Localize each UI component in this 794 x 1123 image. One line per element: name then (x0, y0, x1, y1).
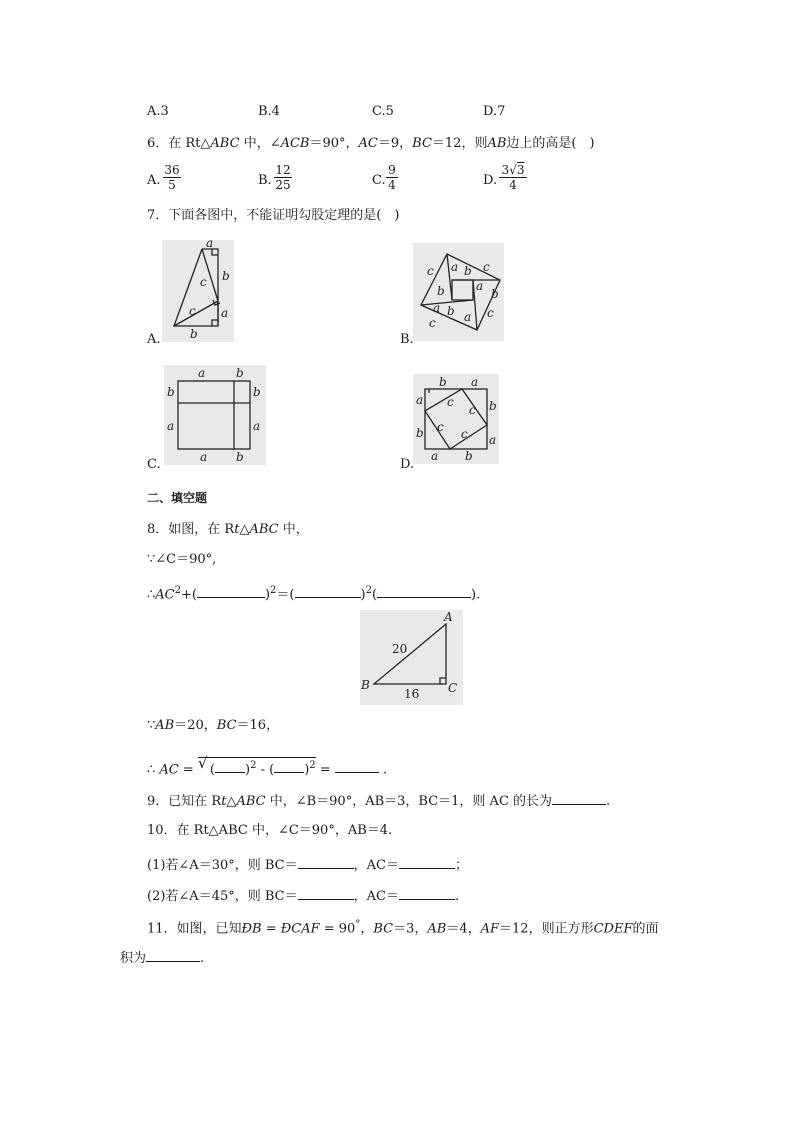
fig-b-label-c1: c (427, 264, 434, 278)
q5-option-d: D.7 (483, 104, 506, 119)
fig-d-label-c3: c (437, 420, 444, 434)
q11-stem-line2: 积为 . (120, 948, 204, 967)
fig-a-label-c-lower: c (189, 304, 196, 318)
q7-figure-a (162, 240, 234, 342)
fig-d-label-a-right: a (489, 433, 497, 447)
fig-c-label-b-right: b (253, 385, 261, 399)
q9-blank[interactable] (552, 791, 606, 805)
fig-b-label-c2: c (483, 260, 490, 274)
section-title-fill-blank: 二、填空题 (147, 491, 208, 505)
fig-a-label-b-bottom: b (190, 327, 198, 341)
q7-figure-b (413, 243, 504, 341)
fig-b-label-a1: a (451, 260, 459, 274)
q7-stem: 7．下面各图中，不能证明勾股定理的是( ) (147, 208, 400, 223)
q8-fig-side-20: 20 (392, 642, 408, 656)
q8-fig-vertex-c: C (448, 681, 458, 695)
fig-b-label-a4: a (464, 310, 472, 324)
fig-c-label-a-right: a (253, 419, 261, 433)
q10-part-2: (2)若∠A＝45°，则 BC＝ ，AC＝ . (147, 886, 459, 905)
fig-b-label-a3: a (433, 301, 441, 315)
q11-stem-line1: 11．如图，已知ÐB = ÐCAF = 90°，BC＝3，AB＝4，AF＝12，则正方形CDEF的面 (147, 919, 659, 937)
fig-c-label-a-top: a (198, 366, 206, 380)
q8-blank-6[interactable] (335, 759, 379, 773)
q8-fig-side-16: 16 (404, 687, 420, 701)
fig-b-label-c3: c (487, 306, 494, 320)
q7-label-c: C. (147, 457, 161, 472)
q6-option-b-label: B. (258, 173, 272, 188)
q6-option-b-fraction: $\frac{12}{25}$ (275, 163, 291, 192)
q8-blank-5[interactable] (274, 759, 304, 773)
fig-d-label-a-top: a (471, 375, 479, 389)
fig-d-label-b-right: b (489, 399, 497, 413)
q8-fig-vertex-b: B (361, 678, 370, 692)
fig-c-label-b-top: b (236, 366, 244, 380)
fig-d-label-c1: c (447, 395, 454, 409)
fig-b-label-b3: b (491, 287, 499, 301)
fig-a-label-a-bottom: a (221, 306, 229, 320)
fig-d-label-c2: c (469, 403, 476, 417)
q10-blank-4[interactable] (399, 886, 455, 900)
q8-blank-4[interactable] (215, 759, 245, 773)
q10-blank-2[interactable] (399, 855, 455, 869)
q10-part-1: (1)若∠A＝30°，则 BC＝ ，AC＝ ； (147, 855, 468, 874)
q8-blank-3[interactable] (377, 584, 471, 598)
q5-option-c: C.5 (372, 104, 394, 119)
fig-b-label-b1: b (464, 264, 472, 278)
fig-b-label-b4: b (447, 304, 455, 318)
fig-d-label-b-bottom: b (465, 449, 473, 463)
q10-stem: 10．在 Rt△ABC 中，∠C＝90°，AB＝4. (147, 823, 393, 838)
q7-label-a: A. (147, 332, 161, 347)
q8-because-angle: ∵∠C＝90°, (147, 552, 217, 567)
fig-b-label-a2: a (476, 279, 484, 293)
q8-therefore-ac: ∴ AC = √ ( )$^2$ - ( )$^2$ = . (147, 754, 388, 778)
q7-figure-d (413, 374, 499, 464)
q10-blank-1[interactable] (298, 855, 354, 869)
fig-a-label-a-top: a (206, 240, 214, 250)
fig-a-label-b-right: b (222, 269, 230, 283)
q8-blank-1[interactable] (197, 584, 265, 598)
q8-blank-2[interactable] (295, 584, 361, 598)
q6-stem: 6．在 Rt△ABC 中，∠ACB＝90°，AC＝9，BC＝12，则AB边上的高是( ) (147, 136, 595, 151)
fig-d-label-a-bottom: a (431, 449, 439, 463)
fig-b-label-b2: b (437, 284, 445, 298)
q6-option-a-label: A. (147, 173, 161, 188)
fig-c-label-b-left: b (167, 385, 175, 399)
q6-option-d-fraction: $\frac{3√3}{4}$ (499, 163, 527, 192)
q7-label-b: B. (400, 332, 414, 347)
q10-blank-3[interactable] (298, 886, 354, 900)
q8-therefore-equation: $\therefore AC^2+$( )$^2$＝( )$^2$( ). (147, 585, 481, 603)
fig-a-label-c-upper: c (200, 275, 207, 289)
q11-blank[interactable] (146, 948, 200, 962)
fig-d-label-a-left: a (416, 393, 424, 407)
q8-triangle-figure (360, 610, 463, 705)
fig-c-label-a-left: a (167, 419, 175, 433)
fig-b-label-c4: c (429, 316, 436, 330)
q7-figure-c (164, 365, 266, 465)
q6-option-d-label: D. (483, 173, 498, 188)
q5-option-b: B.4 (258, 104, 280, 119)
fig-c-label-b-bottom: b (236, 450, 244, 464)
q8-because-sides: ∵AB＝20，BC＝16， (147, 718, 280, 733)
q9-stem: 9．已知在 Rt△ABC 中，∠B＝90°，AB＝3，BC＝1，则 AC 的长为 . (147, 791, 610, 810)
q7-label-d: D. (400, 457, 415, 472)
q6-option-c-fraction: $\frac{9}{4}$ (386, 163, 398, 192)
fig-d-label-c4: c (461, 427, 468, 441)
q8-sqrt-expression: √ ( )$^2$ - ( )$^2$ (197, 754, 316, 778)
q8-stem: 8．如图，在 Rt△ABC 中， (147, 522, 309, 537)
q8-fig-vertex-a: A (444, 610, 453, 624)
fig-d-label-b-left: b (416, 426, 424, 440)
q6-option-c-label: C. (372, 173, 386, 188)
q6-option-a-fraction: $\frac{36}{5}$ (164, 163, 180, 192)
fig-d-label-b-top: b (439, 375, 447, 389)
fig-c-label-a-bottom: a (200, 450, 208, 464)
q5-option-a: A.3 (147, 104, 169, 119)
